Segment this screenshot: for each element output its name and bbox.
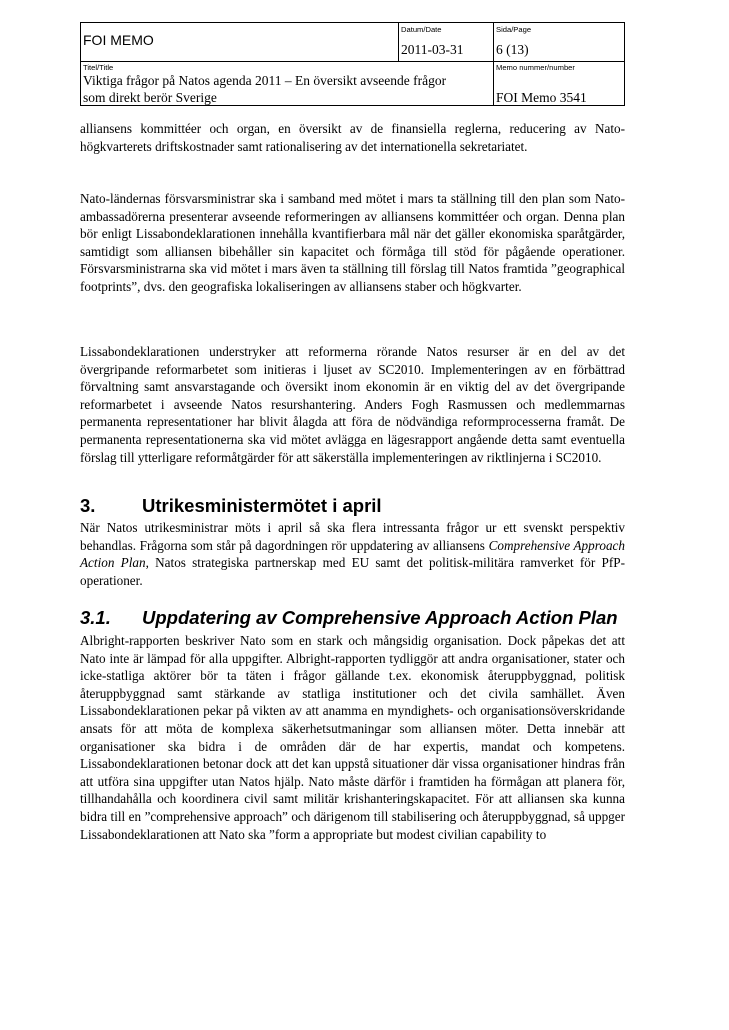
page-label: Sida/Page <box>496 25 532 34</box>
paragraph: När Natos utrikesministrar möts i april så ska flera intressanta frågor ur ett svenskt perspektiv behandlas. Frågorna som står på dagordningen rör uppdatering av alliansens Comprehensive Approach Action Plan, Natos strategiska partnerskap med EU samt det politisk-militära ramverket för PfP-operationer. <box>80 520 626 588</box>
paragraph: Lissabondeklarationen understryker att reformerna rörande Natos resurser är en del av det övergripande reformarbetet som initieras i ljuset av SC2010. Implementeringen av en förbättrad förvaltning samt ansvarstagande och översikt inom ekonomin är en viktig del av det övergripande reformarbetet i avseende Natos resurshantering. Anders Fogh Rasmussen och medlemmarnas permanenta representationer har blivit ålagda att föra de nödvändiga reformprocesserna framåt. De permanenta representationerna ska vid mötet avlägga en lägesrapport angående detta samt eventuella förslag till ytterligare reformåtgärder för att säkerställa implementeringen av riktlinjerna i SC2010. <box>80 344 625 465</box>
section-title: Uppdatering av Comprehensive Approach Action Plan <box>142 607 618 628</box>
page-number: 6 (13) <box>496 42 529 57</box>
emphasis-text: Comprehensive Approach Action Plan <box>80 537 626 571</box>
section-number: 3.1. <box>80 607 111 628</box>
header-divider <box>81 61 624 62</box>
memo-number-label: Memo nummer/number <box>496 63 575 72</box>
doc-type: FOI MEMO <box>83 32 154 48</box>
memo-title-line-2: som direkt berör Sverige <box>83 90 217 105</box>
paragraph: Nato-ländernas försvarsministrar ska i samband med mötet i mars ta ställning till den plan som Nato-ambassadörerna presenterar avseende reformeringen av alliansens kommittéer och organ. Denna plan bör enligt Lissabondeklarationen innehålla kvantifierbara mål när det gäller ekonomiska sparåtgärder, samtidigt som alliansen bibehåller sin kapacitet och förmåga till stöd för pågående operationer. Försvarsministrarna ska vid mötet i mars även ta ställning till förslag till Natos framtida ”geographical footprints”, dvs. den geografiska lokaliseringen av alliansens staber och högkvarter. <box>80 191 625 294</box>
memo-header-box <box>80 22 625 106</box>
date-label: Datum/Date <box>401 25 442 34</box>
paragraph: Albright-rapporten beskriver Nato som en stark och mångsidig organisation. Dock påpekas det att Nato inte är lämpad för alla uppgifter. Albright-rapporten tydliggör att andra organisationer, stater och icke-statliga aktörer bör ta täten i frågor gällande t.ex. ekonomisk återuppbyggnad, politisk återuppbyggnad samt stärkande av statliga institutioner och det civila samhället. Även Lissabondeklarationen pekar på vikten av att anamma en myndighets- och organisationsöverskridande ansats för att möta de komplexa säkerhetsutmaningar som alliansen möter. Detta innebär att organisationer ska bidra i de områden där de har expertis, mandat och kompetens. Lissabondeklarationen betonar dock att det kan uppstå situationer där vissa organisationer hindras från att utföra sina uppgifter utan Natos hjälp. Nato måste därför i framtiden ha förmågan att planera för, tillhandahålla och koordinera civil samt militär krishanteringskapacitet. För att alliansen ska kunna bidra till en ”comprehensive approach” och därigenom till stabilisering och återuppbyggnad, så uppger Lissabondeklarationen att Nato ska ”form a appropriate but modest civilian capability to <box>80 633 625 842</box>
section-heading-3-1 <box>80 607 640 629</box>
header-column-rule <box>398 23 399 61</box>
memo-number: FOI Memo 3541 <box>496 90 587 105</box>
paragraph: alliansens kommittéer och organ, en översikt av de finansiella reglerna, reducering av Nato-högkvarterets driftskostnader samt rationalisering av det internationella sekretariatet. <box>80 121 625 154</box>
section-title: Utrikesministermötet i april <box>142 495 382 516</box>
date-value: 2011-03-31 <box>401 42 464 57</box>
section-number: 3. <box>80 495 96 516</box>
section-heading-3 <box>80 495 640 517</box>
header-column-rule <box>493 23 494 106</box>
title-label: Titel/Title <box>83 63 114 72</box>
memo-title-line-1: Viktiga frågor på Natos agenda 2011 – En översikt avseende frågor <box>83 73 447 88</box>
